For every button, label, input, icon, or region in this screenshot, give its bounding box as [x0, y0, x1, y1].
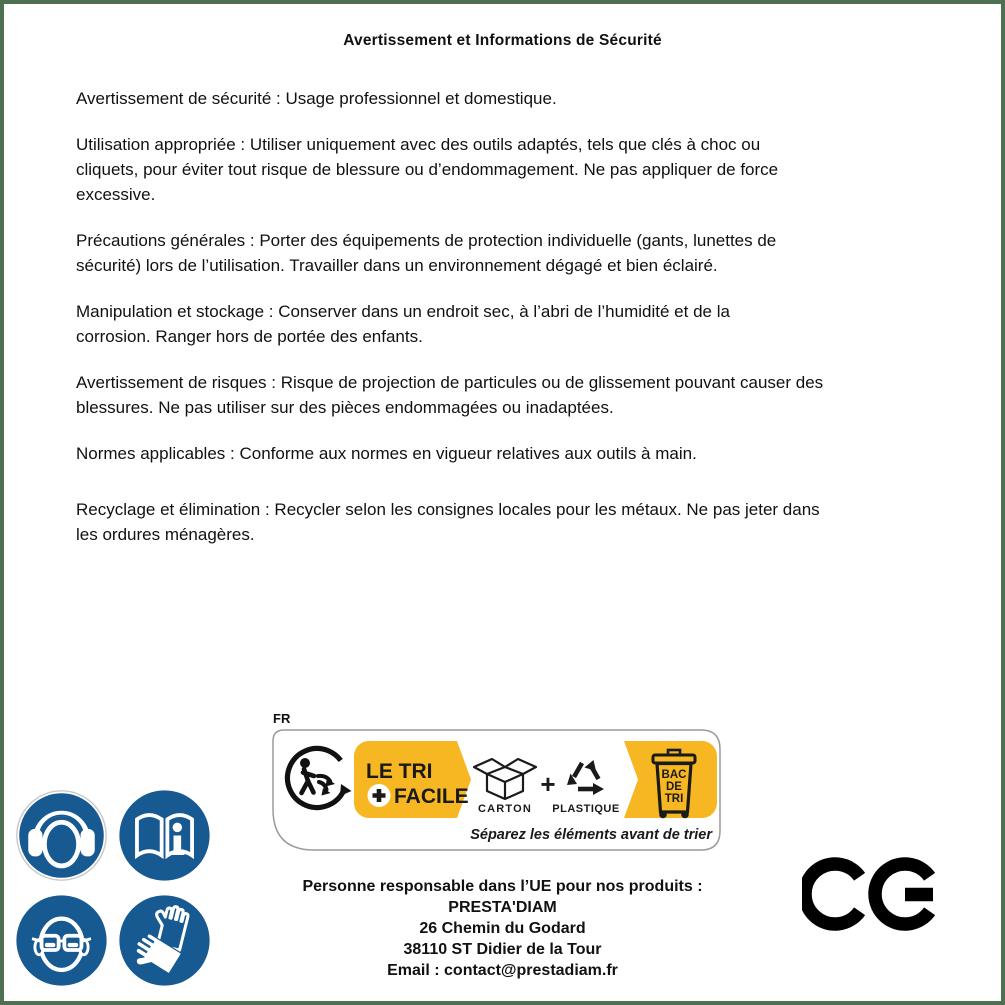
- paragraph-risk-warning: Avertissement de risques : Risque de projection de particules ou de glissement pouvant causer des blessures. Ne pas utiliser sur des pièces endommagées ou inadaptées.: [76, 373, 824, 417]
- wear-ear-protection-icon: [14, 788, 109, 883]
- city-address: 38110 ST Didier de la Tour: [403, 941, 602, 958]
- material-plastique-label: PLASTIQUE: [552, 803, 620, 815]
- material-carton-label: CARTON: [477, 803, 533, 815]
- paragraph-appropriate-use: Utilisation appropriée : Utiliser uniquement avec des outils adaptés, tels que clés à choc ou cliquets, pour éviter tout risque de blessure ou d’endommagement. Ne pas appliquer de force excessive.: [76, 135, 779, 204]
- contact-email: Email : contact@prestadiam.fr: [387, 962, 618, 979]
- paragraph-recycling-disposal: Recyclage et élimination : Recycler selon les consignes locales pour les métaux. Ne pas jeter dans les ordures ménagères.: [76, 500, 820, 544]
- street-address: 26 Chemin du Godard: [419, 920, 586, 937]
- safety-paragraphs: [76, 86, 981, 568]
- headline-le-tri: LE TRI: [366, 760, 433, 783]
- page-title: Avertissement et Informations de Sécurité: [343, 32, 662, 49]
- responsible-person-intro: Personne responsable dans l’UE pour nos produits :: [302, 878, 703, 895]
- bin-label-tri: TRI: [664, 793, 684, 805]
- paragraph-applicable-standards: Normes applicables : Conforme aux normes en vigueur relatives aux outils à main.: [76, 444, 697, 463]
- country-code-label: FR: [273, 711, 291, 726]
- info-tri-recycling-label: [272, 711, 721, 851]
- read-instruction-manual-icon: [117, 788, 212, 883]
- bin-label-de: DE: [666, 781, 682, 793]
- paragraph-safety-warning: Avertissement de sécurité : Usage professionnel et domestique.: [76, 89, 557, 108]
- ce-marking-icon: [802, 846, 942, 943]
- paragraph-handling-storage: Manipulation et stockage : Conserver dans un endroit sec, à l’abri de l’humidité et de la corrosion. Ranger hors de portée des enfants.: [76, 302, 730, 346]
- paragraph-general-precautions: Précautions générales : Porter des équipements de protection individuelle (gants, lunettes de sécurité) lors de l’utilisation. Travailler dans un environnement dégagé et bien éclairé.: [76, 231, 777, 275]
- label-tagline: Séparez les éléments avant de trier: [470, 827, 712, 843]
- headline-facile: FACILE: [394, 785, 469, 808]
- tri-facile-label-graphic: [272, 729, 721, 851]
- bin-label-bac: BAC: [661, 769, 687, 781]
- materials-plus-sign: +: [540, 769, 556, 799]
- company-name: PRESTA'DIAM: [448, 899, 557, 916]
